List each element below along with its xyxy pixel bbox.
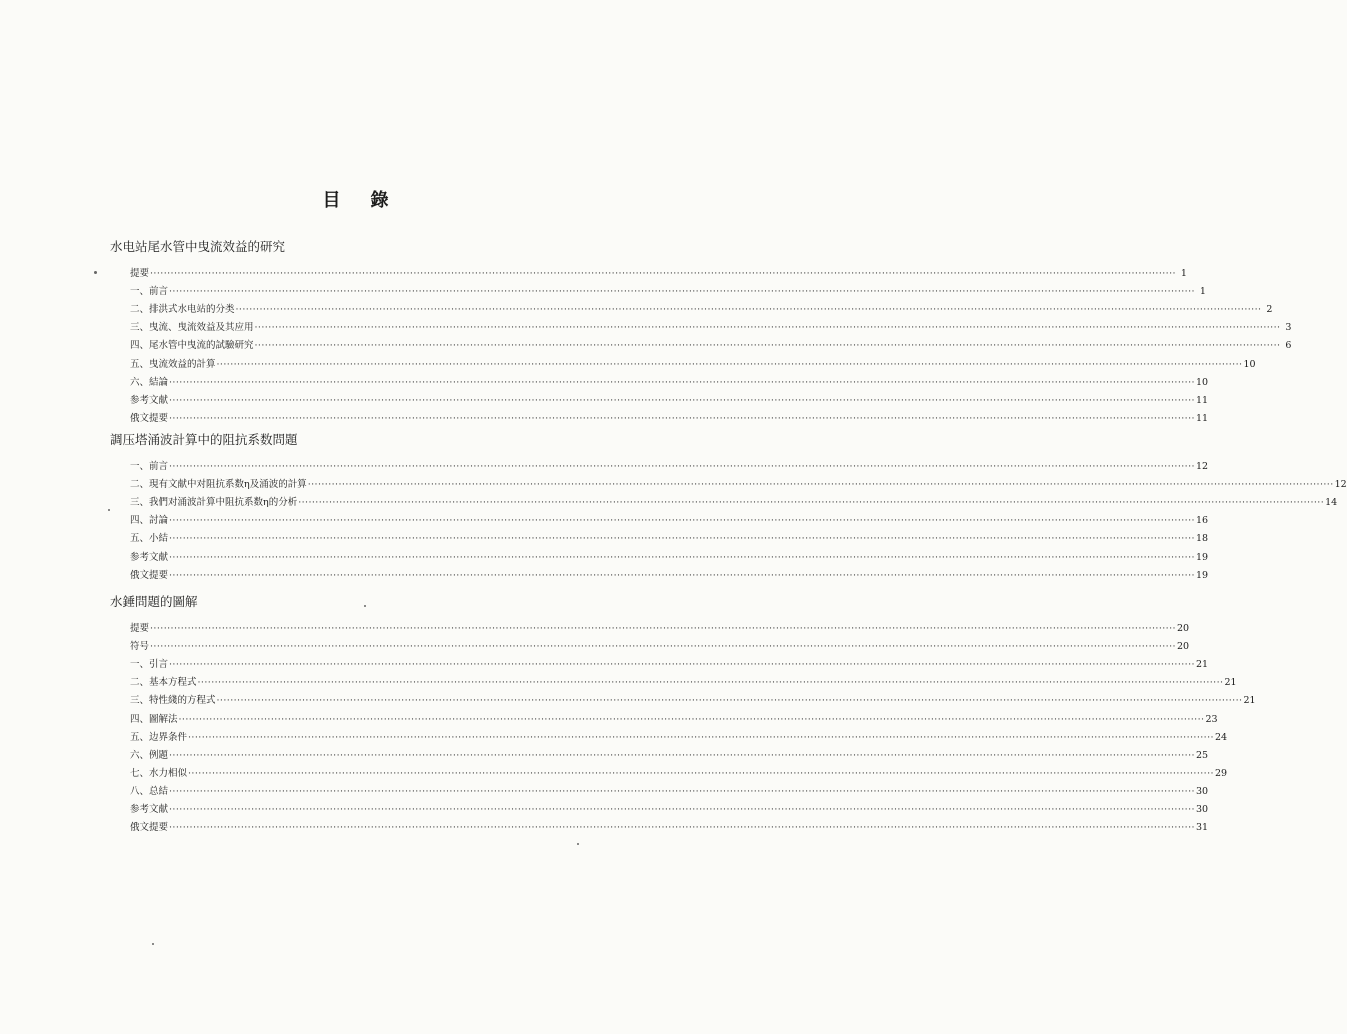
dot-leader: ············································································································································································································································································································: [169, 569, 1195, 581]
toc-entry: [130, 744, 1209, 762]
toc-entry-label: 符号: [130, 641, 150, 653]
toc-list: [130, 455, 1347, 582]
dot-leader: ············································································································································································································································································································: [169, 394, 1195, 406]
dot-leader: ············································································································································································································································································································: [197, 677, 1224, 689]
toc-entry: [130, 334, 1292, 352]
toc-entry-label: 一、引言: [130, 659, 169, 671]
dot-leader: ············································································································································································································································································································: [254, 322, 1281, 334]
toc-entry: [130, 473, 1347, 491]
toc-entry-page-number: 18: [1195, 533, 1209, 545]
toc-entry-page-number: 21: [1243, 695, 1256, 707]
toc-entry: [130, 816, 1209, 834]
dot-leader: ············································································································································································································································································································: [169, 785, 1195, 797]
toc-entry-label: 四、圖解法: [130, 713, 178, 725]
toc-entry-label: 四、尾水管中曳流的試驗研究: [130, 340, 254, 352]
toc-entry-label: 参考文献: [130, 804, 169, 816]
toc-list: [130, 262, 1292, 425]
dot-leader: ············································································································································································································································································································: [254, 340, 1281, 352]
toc-entry-page-number: 23: [1205, 713, 1218, 725]
toc-entry-page-number: 3: [1285, 322, 1292, 334]
toc-entry-label: 五、边界条件: [130, 731, 188, 743]
toc-entry-label: 一、前言: [130, 286, 169, 298]
toc-entry: [130, 352, 1256, 370]
toc-entry-page-number: 30: [1195, 804, 1209, 816]
dot-leader: ············································································································································································································································································································: [307, 479, 1334, 491]
toc-entry: [130, 491, 1338, 509]
toc-entry-label: 五、曳流效益的計算: [130, 358, 216, 370]
toc-entry-page-number: 31: [1195, 822, 1209, 834]
toc-entry-page-number: 10: [1243, 358, 1256, 370]
dot-leader: ············································································································································································································································································································: [216, 358, 1243, 370]
toc-entry-page-number: 25: [1195, 749, 1209, 761]
toc-entry-page-number: 2: [1266, 304, 1273, 316]
toc-entry: [130, 564, 1209, 582]
toc-entry-label: 四、討論: [130, 515, 169, 527]
toc-entry: [130, 689, 1256, 707]
toc-entry-page-number: 20: [1176, 623, 1190, 635]
toc-entry-label: 六、結論: [130, 376, 169, 388]
toc-entry: [130, 280, 1206, 298]
dot-leader: ············································································································································································································································································································: [169, 822, 1195, 834]
toc-entry: [130, 455, 1209, 473]
toc-entry-label: 参考文献: [130, 551, 169, 563]
toc-entry-page-number: 12: [1334, 479, 1347, 491]
dot-leader: ············································································································································································································································································································: [150, 268, 1176, 280]
toc-entry: [130, 780, 1209, 798]
dot-leader: ············································································································································································································································································································: [169, 804, 1195, 816]
toc-entry-page-number: 10: [1195, 376, 1209, 388]
dot-leader: ············································································································································································································································································································: [298, 497, 1325, 509]
toc-entry: [130, 671, 1237, 689]
toc-entry-page-number: 21: [1195, 659, 1209, 671]
toc-entry-page-number: 24: [1214, 731, 1228, 743]
section-title: 水电站尾水管中曳流效益的研究: [110, 239, 286, 254]
toc-entry-label: 七、水力相似: [130, 767, 188, 779]
toc-entry: [130, 298, 1273, 316]
scan-speck: [94, 271, 97, 274]
dot-leader: ············································································································································································································································································································: [169, 461, 1195, 473]
toc-entry: [130, 262, 1187, 280]
toc-entry-label: 二、排洪式水电站的分类: [130, 304, 235, 316]
toc-entry: [130, 407, 1209, 425]
dot-leader: ············································································································································································································································································································: [178, 713, 1205, 725]
toc-entry-label: 提要: [130, 268, 150, 280]
toc-entry-label: 八、总結: [130, 785, 169, 797]
toc-entry-label: 三、曳流、曳流效益及其应用: [130, 322, 254, 334]
dot-leader: ············································································································································································································································································································: [150, 641, 1176, 653]
dot-leader: ············································································································································································································································································································: [188, 767, 1214, 779]
dot-leader: ············································································································································································································································································································: [169, 659, 1195, 671]
toc-section: [110, 593, 1256, 834]
toc-entry-page-number: 6: [1285, 340, 1292, 352]
dot-leader: ············································································································································································································································································································: [169, 376, 1195, 388]
toc-entry-label: 五、小結: [130, 533, 169, 545]
toc-entry-label: 六、例題: [130, 749, 169, 761]
dot-leader: ············································································································································································································································································································: [169, 515, 1195, 527]
dot-leader: ············································································································································································································································································································: [169, 286, 1195, 298]
dot-leader: ············································································································································································································································································································: [216, 695, 1243, 707]
scan-speck: [152, 943, 154, 945]
page-title-char-2: 錄: [370, 190, 391, 211]
toc-entry: [130, 653, 1209, 671]
scan-speck: [577, 843, 579, 845]
dot-leader: ············································································································································································································································································································: [188, 731, 1214, 743]
dot-leader: ············································································································································································································································································································: [150, 623, 1176, 635]
toc-entry: [130, 316, 1292, 334]
dot-leader: ············································································································································································································································································································: [169, 412, 1195, 424]
toc-entry-label: 俄文提要: [130, 569, 169, 581]
scan-speck: [364, 605, 366, 607]
toc-entry-page-number: 19: [1195, 569, 1209, 581]
toc-entry-label: 二、基本方程式: [130, 677, 197, 689]
page-title-char-1: 目: [322, 190, 343, 211]
toc-entry: [130, 762, 1228, 780]
dot-leader: ············································································································································································································································································································: [169, 533, 1195, 545]
toc-entry-label: 提要: [130, 623, 150, 635]
toc-entry: [130, 798, 1209, 816]
toc-entry-label: 三、特性綫的方程式: [130, 695, 216, 707]
toc-entry-page-number: 11: [1195, 394, 1209, 406]
toc-section: [110, 431, 1347, 582]
page-title: [0, 186, 713, 212]
toc-section: [110, 238, 1292, 425]
toc-entry: [130, 617, 1190, 635]
toc-entry: [130, 635, 1190, 653]
toc-entry-page-number: 11: [1195, 412, 1209, 424]
section-title: 水錘問題的圖解: [110, 594, 198, 609]
section-title: 調压塔涌波計算中的阻抗系数問題: [110, 432, 298, 447]
toc-entry-label: 参考文献: [130, 394, 169, 406]
toc-entry-page-number: 20: [1176, 641, 1190, 653]
toc-entry: [130, 389, 1209, 407]
dot-leader: ············································································································································································································································································································: [169, 551, 1195, 563]
dot-leader: ············································································································································································································································································································: [169, 749, 1195, 761]
toc-entry: [130, 527, 1209, 545]
toc-entry-page-number: 16: [1195, 515, 1209, 527]
toc-entry-page-number: 1: [1199, 286, 1206, 298]
toc-entry-page-number: 21: [1224, 677, 1237, 689]
toc-entry: [130, 371, 1209, 389]
toc-entry-page-number: 1: [1180, 268, 1187, 280]
toc-entry-label: 三、我們对涌波計算中阻抗系数η的分析: [130, 497, 298, 509]
toc-entry-page-number: 29: [1214, 767, 1228, 779]
toc-entry-page-number: 12: [1195, 461, 1209, 473]
toc-entry-label: 俄文提要: [130, 412, 169, 424]
toc-list: [130, 617, 1256, 834]
scan-speck: [108, 509, 110, 511]
toc-entry-label: 二、現有文献中对阻抗系数η及涌波的計算: [130, 479, 307, 491]
toc-entry-page-number: 30: [1195, 785, 1209, 797]
toc-entry-page-number: 19: [1195, 551, 1209, 563]
toc-entry-page-number: 14: [1325, 497, 1338, 509]
toc-entry-label: 俄文提要: [130, 822, 169, 834]
toc-entry: [130, 707, 1218, 725]
toc-entry: [130, 726, 1228, 744]
dot-leader: ············································································································································································································································································································: [235, 304, 1262, 316]
toc-entry: [130, 545, 1209, 563]
toc-entry-label: 一、前言: [130, 461, 169, 473]
toc-entry: [130, 509, 1209, 527]
